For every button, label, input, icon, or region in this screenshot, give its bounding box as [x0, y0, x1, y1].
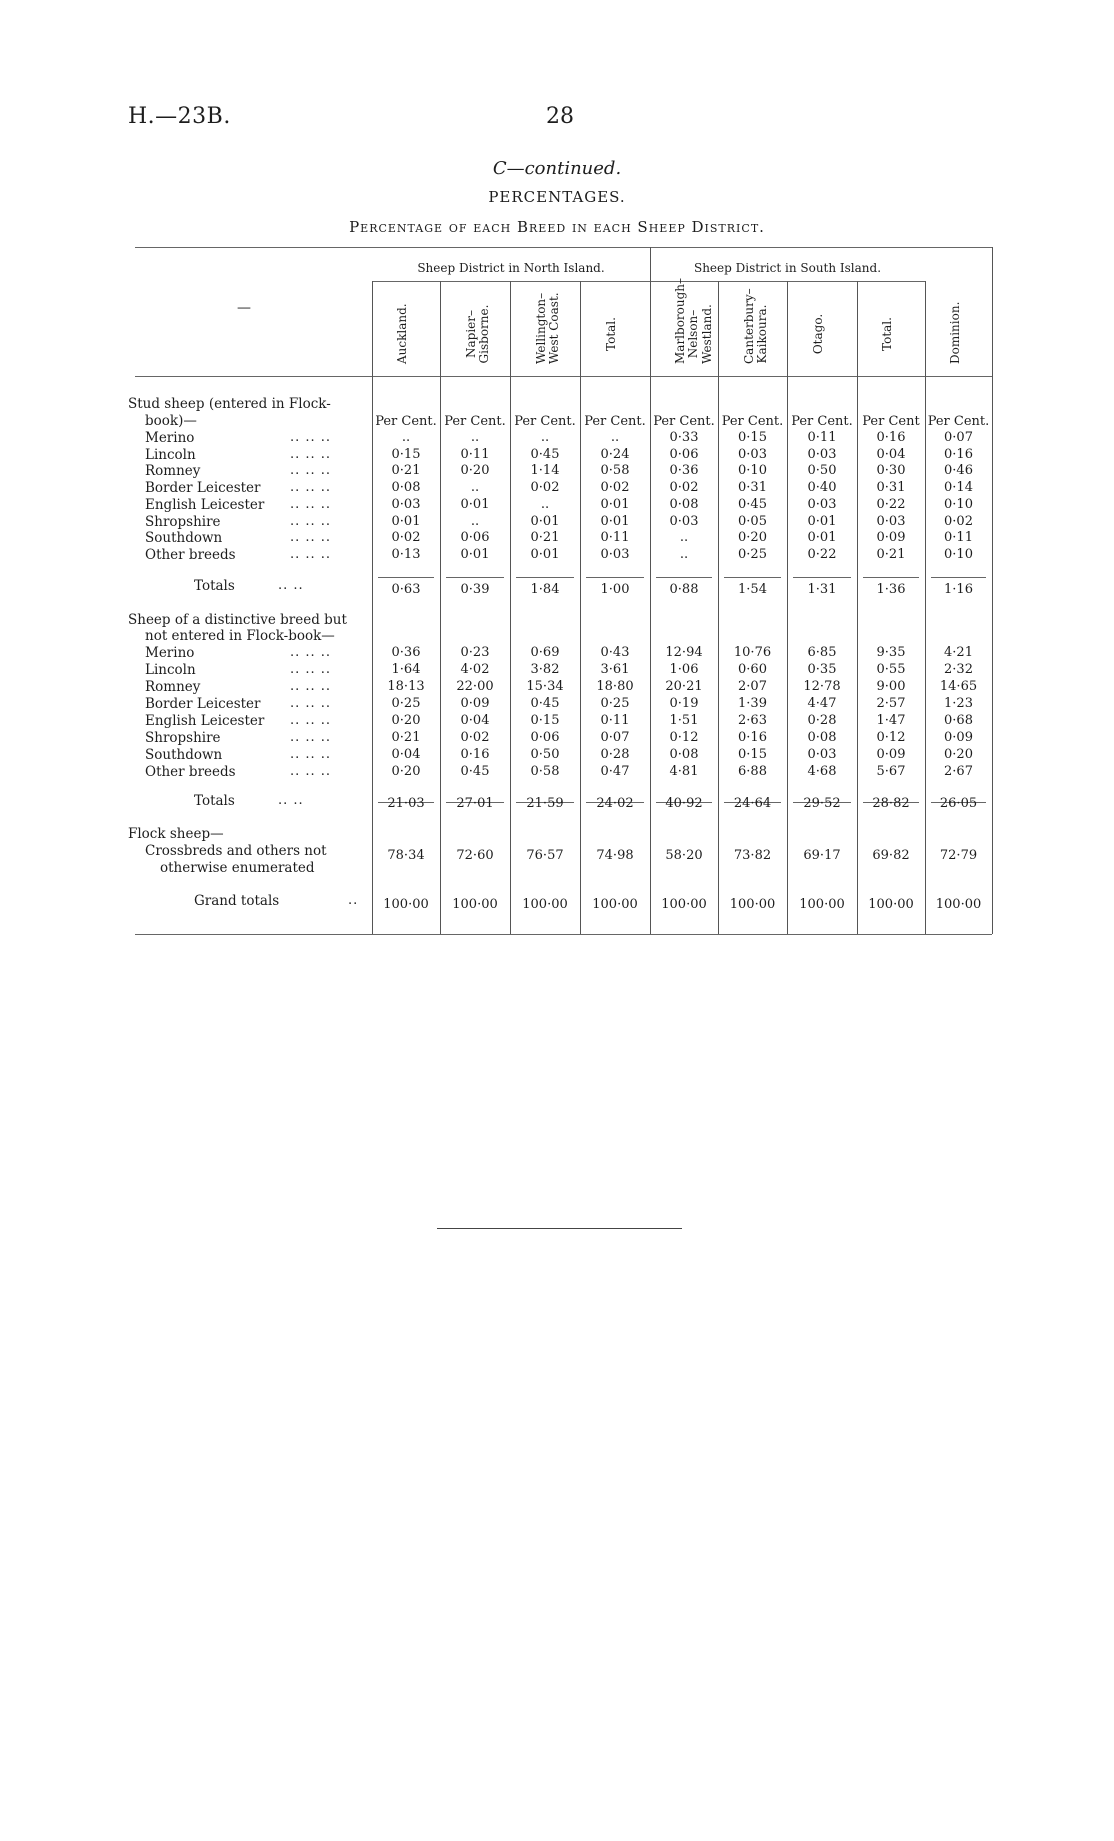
table-cell: 4·47 [807, 696, 837, 711]
breed-label: Lincoln [145, 662, 196, 678]
per-cent-unit: Per Cent. [444, 414, 506, 429]
leader-dots: .. .. .. [290, 513, 332, 529]
totals-cell: 1·31 [807, 582, 837, 597]
grand-totals-label: Grand totals [194, 893, 280, 909]
section-heading-stud: Stud sheep (entered in Flock- [128, 396, 331, 412]
table-cell: 0·02 [944, 513, 973, 529]
table-cell: 0·01 [600, 513, 630, 529]
table-cell: 0·16 [460, 747, 490, 762]
table-cell: .. [679, 530, 689, 546]
leader-dots: .. .. .. [290, 747, 332, 762]
totals-rule [378, 577, 434, 578]
column-rule [787, 281, 788, 934]
section-heading-distinctive-cont: not entered in Flock-book— [145, 628, 335, 644]
section-heading-flock: Flock sheep— [128, 826, 224, 842]
table-bottom-rule [135, 934, 992, 935]
continued-heading: C—continued. [492, 158, 622, 179]
breed-label: Romney [145, 679, 201, 695]
table-cell: 0·08 [391, 480, 421, 496]
totals-cell: 21·59 [526, 796, 564, 811]
table-cell: 6·88 [738, 764, 767, 779]
column-rule [440, 281, 441, 934]
group-header-rule [372, 281, 925, 282]
table-cell: 0·21 [530, 530, 560, 546]
table-cell: 0·10 [944, 496, 973, 512]
totals-cell: 40·92 [665, 796, 703, 811]
per-cent-unit: Per Cent. [514, 414, 576, 429]
table-cell: 0·21 [391, 463, 421, 479]
table-cell: 20·21 [665, 679, 703, 694]
totals-cell: 21·03 [387, 796, 425, 811]
table-cell: 0·02 [669, 480, 699, 496]
table-cell: 0·50 [807, 463, 837, 479]
table-cell: 0·11 [600, 713, 630, 728]
closing-rule [437, 1228, 682, 1229]
table-cell: 14·65 [939, 679, 978, 694]
per-cent-unit: Per Cent. [584, 414, 646, 429]
leader-dots: .. .. .. [290, 530, 332, 546]
table-cell: 0·04 [876, 446, 906, 462]
table-cell: 0·45 [460, 764, 490, 779]
table-cell: 0·13 [391, 546, 421, 562]
column-header: Total. [880, 317, 894, 351]
table-cell: 0·23 [460, 645, 490, 660]
table-top-rule [135, 247, 992, 248]
table-cell: 2·63 [738, 713, 767, 728]
table-cell: 0·11 [600, 530, 630, 546]
table-cell: 0·31 [738, 480, 767, 496]
totals-cell: 1·36 [876, 582, 906, 597]
north-island-group-header: Sheep District in North Island. [417, 261, 605, 275]
column-header: Otago. [811, 313, 825, 355]
totals-rule [931, 577, 986, 578]
table-cell: 0·55 [876, 662, 906, 677]
table-cell: 6·85 [807, 645, 837, 660]
table-cell: 0·11 [460, 446, 490, 462]
breed-label: Shropshire [145, 730, 221, 746]
leader-dots: .. .. .. [290, 463, 332, 479]
table-cell: 0·03 [807, 446, 837, 462]
table-cell: 0·14 [944, 480, 973, 496]
table-cell: 0·11 [944, 530, 973, 546]
table-cell: 0·46 [944, 463, 973, 479]
table-cell: 12·78 [803, 679, 841, 694]
table-cell: 0·03 [876, 513, 906, 529]
totals-cell: 24·02 [596, 796, 634, 811]
table-cell: 1·06 [669, 662, 699, 677]
table-cell: 0·21 [391, 730, 421, 745]
table-cell: 1·64 [391, 662, 421, 677]
table-cell: 0·03 [391, 496, 421, 512]
leader-dots: .. .. .. [290, 679, 332, 694]
table-cell: 0·20 [944, 747, 973, 762]
flock-cell: 74·98 [596, 848, 634, 863]
table-cell: 0·03 [807, 747, 837, 762]
breed-label: English Leicester [145, 496, 265, 513]
flock-cell: 78·34 [387, 848, 425, 863]
crossbreds-label: Crossbreds and others not [145, 843, 327, 859]
totals-rule [863, 577, 919, 578]
table-cell: 0·04 [460, 713, 490, 728]
header-bottom-rule [135, 376, 992, 377]
leader-dots: .. .. [278, 578, 304, 593]
table-cell: .. [470, 513, 480, 529]
section-heading-distinctive: Sheep of a distinctive breed but [128, 612, 347, 628]
table-cell: 0·50 [530, 747, 560, 762]
flock-cell: 69·82 [872, 848, 910, 863]
totals-rule [793, 577, 851, 578]
table-cell: 0·68 [944, 713, 973, 728]
per-cent-unit: Per Cent. [927, 414, 990, 429]
table-cell: 0·10 [944, 546, 973, 562]
leader-dots: .. .. .. [290, 546, 332, 562]
grand-total-cell: 100·00 [592, 897, 638, 912]
table-cell: 0·01 [807, 513, 837, 529]
totals-rule [446, 577, 504, 578]
table-cell: 0·01 [807, 530, 837, 546]
table-cell: 0·12 [876, 730, 906, 745]
table-cell: 4·02 [460, 662, 490, 677]
totals-cell: 0·39 [460, 582, 490, 597]
table-cell: 0·30 [876, 463, 906, 479]
grand-total-cell: 100·00 [799, 897, 845, 912]
table-cell: 3·82 [530, 662, 560, 677]
per-cent-unit: Per Cent. [375, 414, 437, 429]
table-cell: 0·16 [944, 446, 973, 462]
totals-cell: 26·05 [939, 796, 978, 811]
table-cell: 9·00 [876, 679, 906, 694]
table-cell: 0·02 [530, 480, 560, 496]
column-rule [580, 281, 581, 934]
table-cell: 0·01 [530, 546, 560, 562]
south-island-group-header: Sheep District in South Island. [693, 261, 882, 275]
breed-label: Merino [145, 645, 195, 661]
totals-cell: 1·54 [738, 582, 767, 597]
table-cell: 0·04 [391, 747, 421, 762]
grand-total-cell: 100·00 [383, 897, 429, 912]
totals-cell: 1·84 [530, 582, 560, 597]
flock-cell: 58·20 [665, 848, 703, 863]
table-cell: 0·01 [460, 496, 490, 512]
totals-cell: 0·88 [669, 582, 699, 597]
column-rule [372, 281, 373, 934]
table-cell: 0·11 [807, 430, 837, 445]
column-header: Auckland. [395, 303, 409, 364]
column-header: Napier– Gisborne. [464, 304, 492, 364]
breed-label: Lincoln [145, 446, 196, 463]
table-cell: 0·09 [460, 696, 490, 711]
leader-dots: .. .. .. [290, 713, 332, 728]
column-rule [718, 281, 719, 934]
table-cell: 0·22 [876, 496, 906, 512]
table-cell: 0·03 [600, 546, 630, 562]
table-cell: 0·60 [738, 662, 767, 677]
leader-dots: .. .. .. [290, 645, 332, 660]
leader-dots: .. .. .. [290, 730, 332, 745]
table-cell: 0·01 [391, 513, 421, 529]
table-cell: 0·24 [600, 446, 630, 462]
table-cell: 0·16 [876, 430, 906, 445]
table-cell: 2·07 [738, 679, 767, 694]
per-cent-unit: Per Cent. [791, 414, 853, 429]
table-cell: 0·10 [738, 463, 767, 479]
table-cell: 0·05 [738, 513, 767, 529]
table-cell: 0·15 [738, 430, 767, 445]
leader-dots: .. .. .. [290, 764, 332, 779]
table-cell: 4·68 [807, 764, 837, 779]
table-cell: 0·25 [738, 546, 767, 562]
table-cell: 0·47 [600, 764, 630, 779]
table-cell: 10·76 [733, 645, 772, 660]
table-cell: 0·01 [530, 513, 560, 529]
table-cell: 0·43 [600, 645, 630, 660]
table-cell: 2·32 [944, 662, 973, 677]
table-cell: .. [540, 430, 550, 445]
grand-total-cell: 100·00 [868, 897, 914, 912]
table-cell: 0·36 [669, 463, 699, 479]
flock-cell: 69·17 [803, 848, 841, 863]
leader-dots: .. [348, 893, 359, 908]
table-cell: 0·07 [944, 430, 973, 445]
page-number: 28 [546, 104, 574, 129]
table-cell: 22·00 [456, 679, 494, 694]
table-cell: 0·20 [738, 530, 767, 546]
breed-label: Southdown [145, 747, 223, 763]
totals-label: Totals [194, 578, 235, 594]
page-reference: H.—23B. [128, 104, 231, 129]
table-cell: 0·08 [807, 730, 837, 745]
table-cell: 0·45 [738, 496, 767, 512]
table-cell: 0·45 [530, 446, 560, 462]
table-cell: 0·20 [391, 713, 421, 728]
table-cell: 0·07 [600, 730, 630, 745]
grand-total-cell: 100·00 [452, 897, 498, 912]
table-cell: .. [401, 430, 411, 445]
leader-dots: .. .. .. [290, 446, 332, 462]
table-cell: 2·67 [944, 764, 973, 779]
table-cell: 0·58 [530, 764, 560, 779]
leader-dots: .. .. [278, 793, 304, 808]
table-cell: 0·36 [391, 645, 421, 660]
table-cell: 0·08 [669, 496, 699, 512]
breed-label: Border Leicester [145, 480, 261, 497]
table-cell: 0·12 [669, 730, 699, 745]
table-cell: 0·02 [600, 480, 630, 496]
table-cell: 0·06 [669, 446, 699, 462]
column-rule [992, 247, 993, 934]
table-cell: 0·03 [738, 446, 767, 462]
breed-label: Merino [145, 430, 195, 446]
totals-rule [516, 577, 574, 578]
table-cell: .. [470, 430, 480, 445]
totals-label: Totals [194, 793, 235, 809]
crossbreds-label-cont: otherwise enumerated [160, 860, 315, 876]
table-cell: 0·03 [669, 513, 699, 529]
column-header: Marlborough– Nelson– Westland. [673, 277, 714, 364]
table-cell: 0·15 [530, 713, 560, 728]
totals-cell: 24·64 [733, 796, 772, 811]
table-cell: 0·69 [530, 645, 560, 660]
table-cell: 0·31 [876, 480, 906, 496]
breed-label: Other breeds [145, 764, 236, 780]
table-cell: 1·47 [876, 713, 906, 728]
totals-cell: 28·82 [872, 796, 910, 811]
breed-label: Shropshire [145, 513, 221, 530]
table-cell: 0·15 [738, 747, 767, 762]
table-cell: .. [679, 546, 689, 562]
percentages-heading: PERCENTAGES. [488, 188, 626, 206]
table-cell: 0·45 [530, 696, 560, 711]
column-header: Dominion. [947, 301, 962, 364]
table-cell: 1·23 [944, 696, 973, 711]
breed-label: Border Leicester [145, 696, 261, 712]
table-cell: 18·80 [596, 679, 634, 694]
flock-cell: 73·82 [733, 848, 772, 863]
totals-rule [656, 577, 712, 578]
grand-total-cell: 100·00 [522, 897, 568, 912]
table-cell: 0·28 [807, 713, 837, 728]
table-cell: .. [540, 496, 550, 512]
table-cell: 0·09 [876, 747, 906, 762]
table-cell: 0·01 [460, 546, 490, 562]
table-cell: 0·20 [460, 463, 490, 479]
section-heading-stud-cont: book)— [145, 413, 197, 429]
table-cell: 0·06 [530, 730, 560, 745]
table-cell: 0·09 [944, 730, 973, 745]
table-cell: 4·81 [669, 764, 699, 779]
column-rule [925, 281, 926, 934]
column-rule [857, 281, 858, 934]
leader-dots: .. .. .. [290, 430, 332, 445]
totals-cell: 0·63 [391, 582, 421, 597]
column-header: Total. [604, 317, 618, 351]
table-cell: 3·61 [600, 662, 630, 677]
totals-cell: 29·52 [803, 796, 841, 811]
table-cell: 4·21 [944, 645, 973, 660]
table-cell: 0·28 [600, 747, 630, 762]
table-cell: 0·02 [391, 530, 421, 546]
table-cell: 5·67 [876, 764, 906, 779]
totals-cell: 1·16 [944, 582, 973, 597]
breed-label: Southdown [145, 530, 223, 547]
breed-label: Romney [145, 463, 201, 480]
table-cell: 0·33 [669, 430, 699, 445]
column-rule [510, 281, 511, 934]
flock-cell: 76·57 [526, 848, 564, 863]
table-cell: 0·03 [807, 496, 837, 512]
totals-rule [586, 577, 644, 578]
table-cell: 0·25 [391, 696, 421, 711]
table-cell: 0·21 [876, 546, 906, 562]
leader-dots: .. .. .. [290, 480, 332, 496]
leader-dots: .. .. .. [290, 496, 332, 512]
grand-total-cell: 100·00 [729, 897, 776, 912]
table-cell: 12·94 [665, 645, 703, 660]
grand-total-cell: 100·00 [935, 897, 982, 912]
table-cell: 1·39 [738, 696, 767, 711]
leader-dots: .. .. .. [290, 662, 332, 677]
totals-rule [724, 577, 781, 578]
flock-cell: 72·60 [456, 848, 494, 863]
stub-header-dash: — [237, 300, 251, 316]
table-cell: 0·19 [669, 696, 699, 711]
table-cell: 0·08 [669, 747, 699, 762]
flock-cell: 72·79 [939, 848, 978, 863]
table-cell: 15·34 [526, 679, 564, 694]
per-cent-unit: Per Cent. [721, 414, 784, 429]
table-cell: 0·25 [600, 696, 630, 711]
table-cell: 0·58 [600, 463, 630, 479]
table-cell: 0·15 [391, 446, 421, 462]
leader-dots: .. .. .. [290, 696, 332, 711]
table-cell: 0·22 [807, 546, 837, 562]
table-cell: 0·06 [460, 530, 490, 546]
table-cell: 1·51 [669, 713, 699, 728]
table-cell: 0·40 [807, 480, 837, 496]
breed-label: English Leicester [145, 713, 265, 729]
table-cell: 18·13 [387, 679, 425, 694]
table-cell: .. [610, 430, 620, 445]
table-cell: 0·35 [807, 662, 837, 677]
table-cell: 9·35 [876, 645, 906, 660]
table-cell: 0·09 [876, 530, 906, 546]
table-cell: 1·14 [530, 463, 560, 479]
totals-cell: 27·01 [456, 796, 494, 811]
table-cell: 0·20 [391, 764, 421, 779]
table-cell: 0·16 [738, 730, 767, 745]
grand-total-cell: 100·00 [661, 897, 707, 912]
per-cent-unit: Per Cent. [653, 414, 715, 429]
table-cell: .. [470, 480, 480, 496]
column-header: Canterbury– Kaikoura. [741, 288, 769, 364]
totals-cell: 1·00 [600, 582, 630, 597]
per-cent-unit: Per Cent [862, 414, 920, 429]
table-cell: 0·01 [600, 496, 630, 512]
table-cell: 2·57 [876, 696, 906, 711]
column-header: Wellington– West Coast. [534, 292, 562, 364]
table-cell: 0·02 [460, 730, 490, 745]
table-title: Percentage of each Breed in each Sheep District. [349, 218, 765, 236]
breed-label: Other breeds [145, 546, 236, 563]
